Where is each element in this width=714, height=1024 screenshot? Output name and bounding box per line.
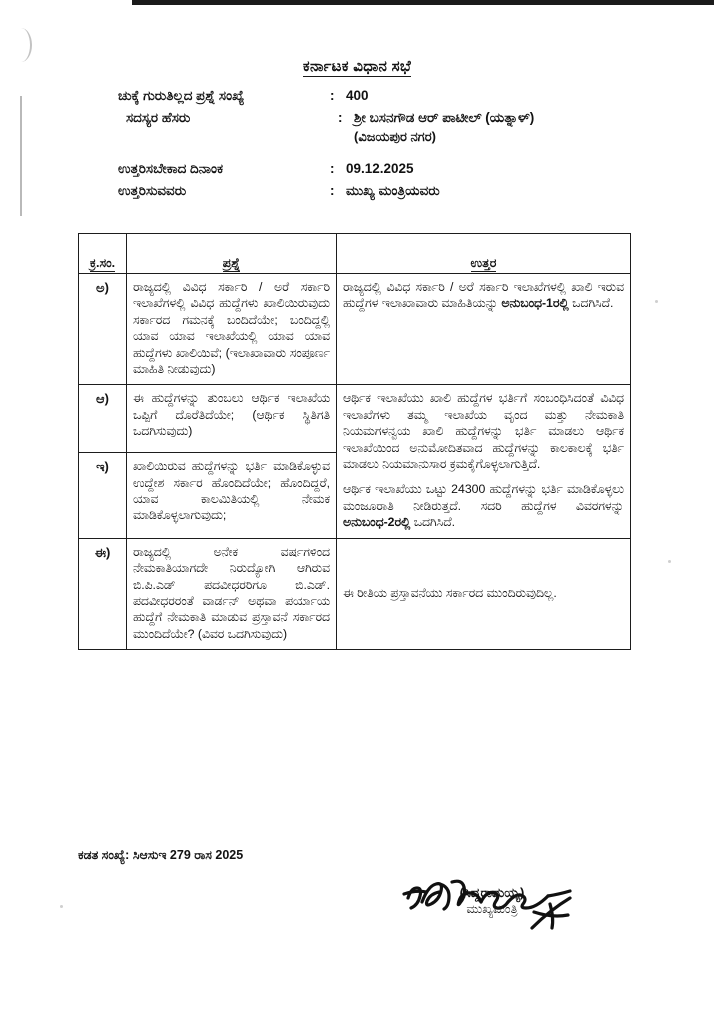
row-serial: ಅ) — [79, 274, 127, 385]
row-answer — [337, 538, 631, 649]
table-header-serial — [79, 234, 127, 274]
answer-segment: ಆರ್ಥಿಕ ಇಲಾಖೆಯು ಒಟ್ಟು 24300 ಹುದ್ದೆಗಳನ್ನು ಭರ್ತಿ ಮಾಡಿಕೊಳ್ಳಲು ಮಂಜೂರಾತಿ ನೀಡಿರುತ್ತದೆ. ಸದರಿ ಹುದ್ದೆಗಳ ವಿವರಗಳನ್ನು — [343, 482, 624, 513]
row-answer — [337, 274, 631, 385]
table-row — [79, 385, 631, 453]
question-text: ರಾಜ್ಯದಲ್ಲಿ ವಿವಿಧ ಸರ್ಕಾರಿ / ಅರೆ ಸರ್ಕಾರಿ ಇಲಾಖೆಗಳಲ್ಲಿ ವಿವಿಧ ಹುದ್ದೆಗಳು ಖಾಲಿಯಿರುವುದು ಸರ್ಕಾರದ ಗಮನಕ್ಕೆ ಬಂದಿದೆಯೇ; ಬಂದಿದ್ದಲ್ಲಿ ಯಾವ ಯಾವ ಇಲಾಖೆಯಲ್ಲಿ ಯಾವ ಯಾವ ಹುದ್ದೆಗಳು ಖಾಲಿಯಿವೆ; (ಇಲಾಖಾವಾರು ಸಂಪೂರ್ಣ ಮಾಹಿತಿ ನೀಡುವುದು) — [133, 280, 330, 377]
metadata-colon: : — [330, 161, 335, 176]
scan-artifact-left-edge — [20, 96, 22, 216]
table-header-serial-text: ಕ್ರ.ಸಂ. — [89, 256, 116, 270]
answer-text: ಈ ರೀತಿಯ ಪ್ರಸ್ತಾವನೆಯು ಸರ್ಕಾರದ ಮುಂದಿರುವುದಿಲ್ಲ. — [343, 585, 557, 600]
metadata-value — [354, 108, 638, 146]
metadata-colon: : — [330, 183, 335, 198]
file-number: ಕಡತ ಸಂಖ್ಯೆ: ಸಿಆಸುಇ 279 ರಾಸ 2025 — [78, 848, 244, 862]
answer-text: ಆರ್ಥಿಕ ಇಲಾಖೆಯು ಖಾಲಿ ಹುದ್ದೆಗಳ ಭರ್ತಿಗೆ ಸಂಬಂಧಿಸಿದಂತೆ ವಿವಿಧ ಇಲಾಖೆಗಳು ತಮ್ಮ ಇಲಾಖೆಯ ವೃಂದ ಮತ್ತು ನೇಮಕಾತಿ ನಿಯಮಗಳನ್ವಯ ಖಾಲಿ ಹುದ್ದೆಗಳನ್ನು ಭರ್ತಿ ಮಾಡಲು ಆರ್ಥಿಕ ಇಲಾಖೆಯಿಂದ ಅನುಮೋದಿತವಾದ ಹುದ್ದೆಗಳನ್ನು ಕಾಲಕಾಲಕ್ಕೆ ಭರ್ತಿ ಮಾಡಲು ನಿಯಮಾನುಸಾರ ಕ್ರಮಕೈಗೊಳ್ಳಲಾಗುತ್ತಿದೆ. — [343, 391, 624, 472]
table-header-answer — [337, 234, 631, 274]
metadata-colon: : — [338, 110, 343, 125]
scan-speck — [655, 300, 658, 303]
table-row — [79, 538, 631, 649]
answer-segment: ಒದಗಿಸಿದೆ. — [410, 515, 456, 530]
metadata-row-answer-date — [118, 159, 638, 178]
metadata-value: 09.12.2025 — [346, 161, 414, 176]
answer-text — [343, 481, 624, 530]
metadata-row-member-name — [118, 108, 638, 146]
table-header-question-text: ಪ್ರಶ್ನೆ — [222, 256, 241, 270]
row-question — [127, 274, 337, 385]
signature-block — [392, 884, 592, 918]
scan-speck — [668, 560, 671, 563]
table-header-question — [127, 234, 337, 274]
table-row — [79, 274, 631, 385]
signatory-designation: ಮುಖ್ಯಮಂತ್ರಿ — [466, 902, 518, 916]
answer-annexure-reference: ಅನುಬಂಧ-1ರಲ್ಲಿ — [501, 296, 569, 311]
answer-annexure-reference: ಅನುಬಂಧ-2ರಲ್ಲಿ — [343, 515, 411, 530]
signatory-name: (ಸಿದ್ದರಾಮಯ್ಯ) — [459, 885, 525, 900]
row-question — [127, 453, 337, 539]
metadata-value: 400 — [346, 88, 369, 103]
table-header-answer-text: ಉತ್ತರ — [470, 256, 497, 270]
question-answer-table — [78, 233, 631, 650]
document-title-text: ಕರ್ನಾಟಕ ವಿಧಾನ ಸಭೆ — [302, 58, 412, 75]
row-serial: ಇ) — [79, 453, 127, 539]
question-text: ಖಾಲಿಯಿರುವ ಹುದ್ದೆಗಳನ್ನು ಭರ್ತಿ ಮಾಡಿಕೊಳ್ಳುವ ಉದ್ದೇಶ ಸರ್ಕಾರ ಹೊಂದಿದೆಯೇ; ಹೊಂದಿದ್ದರೆ, ಯಾವ ಕಾಲಮಿತಿಯಲ್ಲಿ ನೇಮಕ ಮಾಡಿಕೊಳ್ಳಲಾಗುವುದು; — [133, 459, 330, 523]
row-answer-merged — [337, 385, 631, 538]
row-serial: ಆ) — [79, 385, 127, 453]
metadata-label: ಚುಕ್ಕೆ ಗುರುತಿಲ್ಲದ ಪ್ರಶ್ನೆ ಸಂಖ್ಯೆ — [118, 88, 245, 103]
member-name: ಶ್ರೀ ಬಸನಗೌಡ ಆರ್ ಪಾಟೀಲ್ (ಯತ್ನಾಳ್) — [354, 110, 535, 125]
document-title — [0, 58, 714, 75]
answer-segment: ರಾಜ್ಯದಲ್ಲಿ ವಿವಿಧ ಸರ್ಕಾರಿ / ಅರೆ ಸರ್ಕಾರಿ ಇಲಾಖೆಗಳಲ್ಲಿ ಖಾಲಿ ಇರುವ ಹುದ್ದೆಗಳ ಇಲಾಖಾವಾರು ಮಾಹಿತಿಯನ್ನು — [343, 280, 624, 311]
metadata-value: ಮುಖ್ಯ ಮಂತ್ರಿಯವರು — [346, 183, 440, 198]
table-header-row — [79, 234, 631, 274]
answer-text — [343, 279, 624, 312]
member-constituency: (ವಿಜಯಪುರ ನಗರ) — [354, 129, 436, 144]
metadata-label: ಉತ್ತರಿಸುವವರು — [118, 183, 187, 198]
metadata-row-answering-authority — [118, 181, 638, 200]
scan-speck — [60, 905, 63, 908]
question-text: ಈ ಹುದ್ದೆಗಳನ್ನು ತುಂಬಲು ಆರ್ಥಿಕ ಇಲಾಖೆಯ ಒಪ್ಪಿಗೆ ದೊರೆತಿದೆಯೇ; (ಆರ್ಥಿಕ ಸ್ಥಿತಿಗತಿ ಒದಗಿಸುವುದು) — [133, 391, 330, 439]
scan-artifact-page-curl — [14, 28, 32, 62]
metadata-label: ಉತ್ತರಿಸಬೇಕಾದ ದಿನಾಂಕ — [118, 161, 224, 176]
scan-artifact-top-band — [132, 0, 714, 5]
row-question — [127, 538, 337, 649]
metadata-label: ಸದಸ್ಯರ ಹೆಸರು — [126, 110, 191, 125]
question-metadata — [118, 86, 638, 203]
metadata-row-question-number — [118, 86, 638, 105]
metadata-colon: : — [330, 88, 335, 103]
row-serial: ಈ) — [79, 538, 127, 649]
row-question — [127, 385, 337, 453]
question-text: ರಾಜ್ಯದಲ್ಲಿ ಅನೇಕ ವರ್ಷಗಳಿಂದ ನೇಮಕಾತಿಯಾಗದೇ ನಿರುದ್ಯೋಗಿ ಆಗಿರುವ ಬಿ.ಪಿ.ಎಡ್ ಪದವೀಧರರಿಗೂ ಬಿ.ಎಡ್. ಪದವೀಧರರಂತೆ ವಾರ್ಡನ್ ಅಥವಾ ಪರ್ಯಾಯ ಹುದ್ದೆಗೆ ನೇಮಕಾತಿ ಮಾಡುವ ಪ್ರಸ್ತಾವನೆ ಸರ್ಕಾರದ ಮುಂದಿದೆಯೇ? (ವಿವರ ಒದಗಿಸುವುದು) — [133, 544, 330, 641]
answer-segment: ಒದಗಿಸಿದೆ. — [568, 296, 614, 311]
